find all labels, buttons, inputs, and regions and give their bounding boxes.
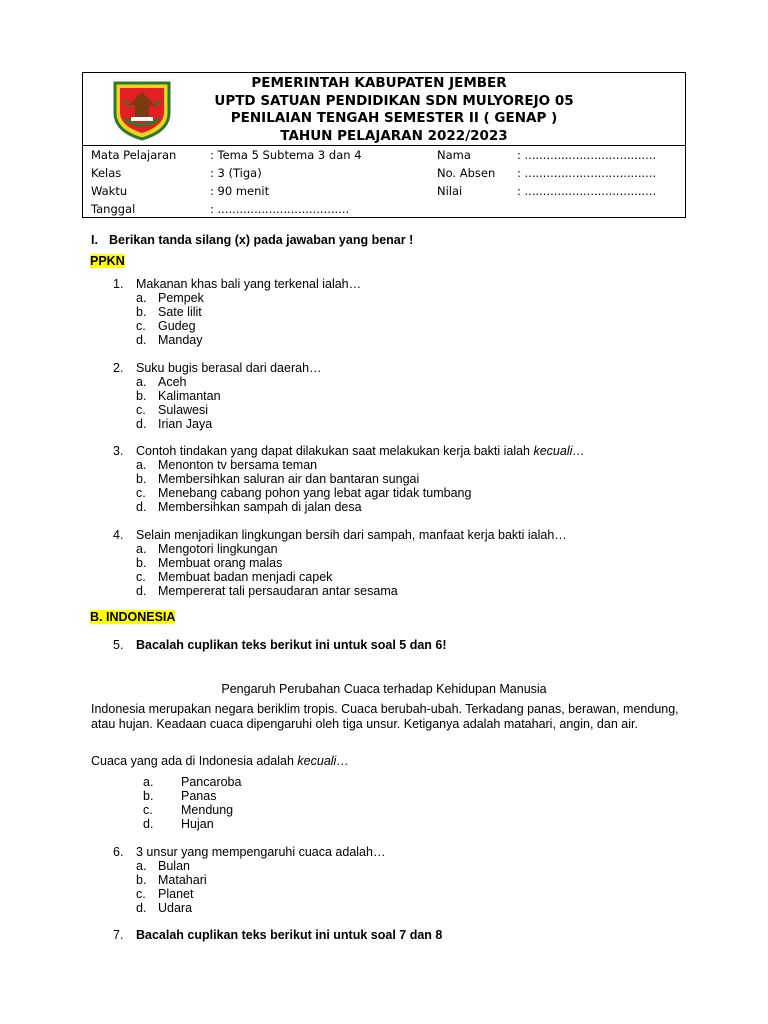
option-letter: b. [136, 556, 147, 570]
option-text: Sate lilit [158, 305, 202, 319]
question-number: 3. [113, 444, 124, 458]
identity-value: : .................................... [517, 166, 657, 180]
option-text: Matahari [158, 873, 207, 887]
header-title-area [83, 73, 685, 145]
identity-label: No. Absen [437, 166, 496, 180]
option-letter: c. [143, 803, 153, 817]
option-text: Udara [158, 901, 193, 915]
student-identity-table [83, 145, 685, 218]
option-letter: a. [143, 775, 154, 789]
option-text: Kalimantan [158, 389, 221, 403]
option-text: Mengotori lingkungan [158, 542, 278, 556]
option-text: Planet [158, 887, 194, 901]
option-text: Menonton tv bersama teman [158, 458, 318, 472]
header-line-1: PEMERINTAH KABUPATEN JEMBER [251, 75, 507, 91]
identity-row [83, 146, 685, 164]
option-letter: d. [136, 584, 147, 598]
question-number: 5. [113, 638, 124, 652]
question-number: 7. [113, 928, 124, 942]
section-title-indonesia: B. INDONESIA [90, 610, 176, 624]
identity-label: Tanggal [91, 202, 136, 216]
question-text-italic: kecuali… [297, 754, 349, 768]
option-letter: c. [136, 570, 146, 584]
reading-body: Indonesia merupakan negara beriklim tropis. Cuaca berubah-ubah. Terkadang panas, berawan, mendung, atau hujan. Keadaan cuaca dipengaruhi oleh tiga unsur. Ketiganya adalah matahari, angin, dan air. [91, 702, 679, 731]
identity-value: : .................................... [210, 202, 350, 216]
option-letter: c. [136, 403, 146, 417]
question-text-main: Cuaca yang ada di Indonesia adalah [91, 754, 298, 768]
header-line-2: UPTD SATUAN PENDIDIKAN SDN MULYOREJO 05 [214, 92, 574, 109]
option-text: Sulawesi [158, 403, 209, 417]
option-letter: c. [136, 319, 146, 333]
option-text: Aceh [158, 375, 187, 389]
question-text-italic: kecuali… [533, 444, 585, 458]
option-text: Manday [158, 333, 203, 347]
option-text: Membuat orang malas [158, 556, 283, 570]
option-letter: d. [143, 817, 154, 831]
identity-row [83, 164, 685, 182]
option-letter: b. [143, 789, 154, 803]
option-text: Pancaroba [181, 775, 242, 789]
option-letter: b. [136, 389, 147, 403]
option-letter: d. [136, 333, 147, 347]
option-text: Panas [181, 789, 217, 803]
question-number: 4. [113, 528, 124, 542]
option-text: Menebang cabang pohon yang lebat agar tidak tumbang [158, 486, 472, 500]
identity-label: Kelas [91, 166, 122, 180]
question-number: 6. [113, 845, 124, 859]
question-text [136, 444, 585, 458]
option-letter: a. [136, 291, 147, 305]
identity-value: : .................................... [517, 184, 657, 198]
identity-label: Waktu [91, 184, 128, 198]
option-text: Irian Jaya [158, 417, 213, 431]
header-line-4: TAHUN PELAJARAN 2022/2023 [280, 127, 508, 144]
option-letter: a. [136, 542, 147, 556]
identity-value: : .................................... [517, 148, 657, 162]
question-text: Selain menjadikan lingkungan bersih dari sampah, manfaat kerja bakti ialah… [136, 528, 567, 542]
option-letter: b. [136, 873, 147, 887]
question-text: 3 unsur yang mempengaruhi cuaca adalah… [136, 845, 386, 859]
question-text: Suku bugis berasal dari daerah… [136, 361, 322, 375]
option-letter: d. [136, 500, 147, 514]
question-number: 1. [113, 277, 124, 291]
option-text: Membersihkan saluran air dan bantaran sungai [158, 472, 420, 486]
option-text: Hujan [181, 817, 214, 831]
reading-title: Pengaruh Perubahan Cuaca terhadap Kehidupan Manusia [221, 682, 547, 696]
header-line-3: PENILAIAN TENGAH SEMESTER II ( GENAP ) [230, 110, 558, 126]
option-letter: d. [136, 901, 147, 915]
option-text: Mempererat tali persaudaran antar sesama [158, 584, 398, 598]
exam-header [82, 72, 686, 218]
question-text-main: Contoh tindakan yang dapat dilakukan saat melakukan kerja bakti ialah [136, 444, 534, 458]
option-text: Membersihkan sampah di jalan desa [158, 500, 362, 514]
option-letter: c. [136, 486, 146, 500]
question-text: Bacalah cuplikan teks berikut ini untuk soal 5 dan 6! [136, 638, 447, 652]
question-text [91, 754, 349, 768]
identity-row [83, 200, 685, 218]
option-text: Membuat badan menjadi capek [158, 570, 333, 584]
identity-value: : Tema 5 Subtema 3 dan 4 [210, 148, 362, 162]
question-text: Makanan khas bali yang terkenal ialah… [136, 277, 362, 291]
identity-label: Mata Pelajaran [91, 148, 177, 162]
identity-value: : 90 menit [210, 184, 270, 198]
identity-row [83, 182, 685, 200]
question-number: 2. [113, 361, 124, 375]
option-letter: a. [136, 859, 147, 873]
option-text: Gudeg [158, 319, 196, 333]
option-letter: b. [136, 305, 147, 319]
option-text: Bulan [158, 859, 190, 873]
identity-value: : 3 (Tiga) [210, 166, 262, 180]
option-text: Pempek [158, 291, 204, 305]
option-letter: a. [136, 458, 147, 472]
option-letter: b. [136, 472, 147, 486]
instruction-number: I. [91, 233, 98, 247]
option-text: Mendung [181, 803, 234, 817]
identity-label: Nilai [437, 184, 463, 198]
identity-label: Nama [437, 148, 471, 162]
option-letter: a. [136, 375, 147, 389]
instruction-text: Berikan tanda silang (x) pada jawaban yang benar ! [109, 233, 414, 247]
option-letter: c. [136, 887, 146, 901]
option-letter: d. [136, 417, 147, 431]
question-text: Bacalah cuplikan teks berikut ini untuk soal 7 dan 8 [136, 928, 443, 942]
section-title-ppkn: PPKN [90, 254, 125, 268]
